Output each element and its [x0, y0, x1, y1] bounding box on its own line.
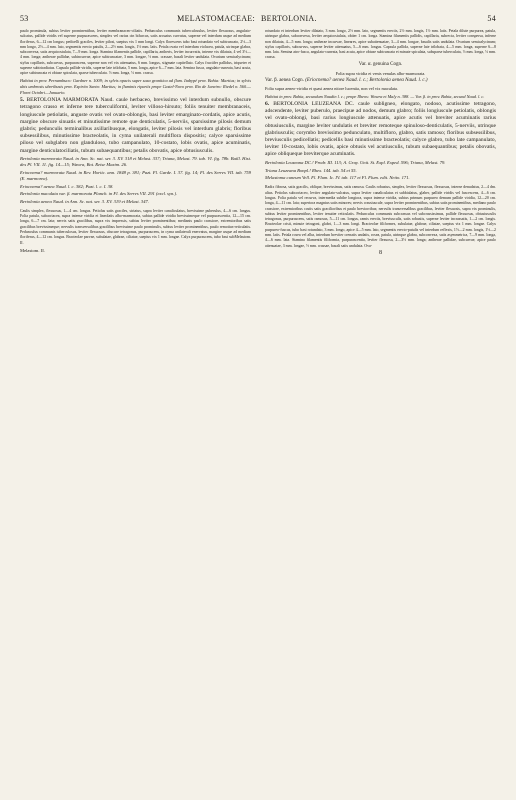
left-habitat: Habitat in prov. Pernambuco: Gardner n. 1009; in sylvis opacis super saxa granitica ad flum. Itabypé prov. Bahia: Martius; in sylvis ubis umbrosis uberibusis prov. Espirito Santo: Martius; in fluminis ripariis prope Castel-Novo prov. Rio de Janeiro: Riedel n. 560.— Floret Octobri—Januario.: [20, 78, 251, 95]
right-intro-text: rotundato et interdum leviter dilatato, 3 mm. longo, 2½ mm. lato, segmentis erectis, 2½ mm. longis, 1½ mm. latis. Petala dilute purpurea, patula, utrinque glabra, subconvexa, leviter aequicostulata, obiter 1 cm. longa. Stamina filamentis pallidis, capillaria, subrecta, leviter conspersa, inferne non dilatata, 4—5 mm. longa; antherae incurvae, lineares, apice subattenuatae, 3—4 mm. longae, basalis satis undulata. Ovarium semicalycinum; stylus capillaris, subcurvus, superne leviter attenuatus, 5—6 mm. longus. Capsula pallida, superne late trilobata, 4—5 mm. longa, superne 6—8 mm. lata. Semina atro-fusca, angulato-cuneata, basi acuta, apice obtuse subtruncata et minute spiculata, subsparse tuberculata, ⅓ mm. longa, ⅓ mm. crassa.: [265, 29, 496, 60]
species-heading: [265, 101, 496, 159]
species-number: 5.: [20, 97, 25, 104]
signature-mark: 8: [379, 249, 382, 256]
variety-beta-label: Var. β. aenea: [265, 77, 291, 83]
species-description: caule subligneo, elongato, nodoso, acutissime tetragono, adscendente, leviter puberulo, praecipue ad nodos, demum glabro; foliis longiuscule petiolatis, oblongis vel ovato-oblongi, basi rarius longiuscule attenuatis, apice acutis vel breviter acuminatis rarius obtusiusculis, margine leviter undulatis et breviter remoteque spinuloso-denticulatis, 5-nerviis, utrinque glabriusculis; corymbo brevissimo pedunculato, multifloro, glabro, satis ramoso; floribus subsessilibus, breviusculis pedicellatis; pedicellis basi minutissime bracteolatis; calyce glabro, tubo late campanulato, leviter 10-costato, lobis ovatis, apice obtusis vel acutiusculis, tubum subaequantibus; petalis obovatis, apice obliqueque breviterque acuminatis.: [265, 100, 496, 158]
footer-signature: Melastom. II.: [20, 247, 45, 253]
species-heading: [20, 97, 251, 155]
variety-alpha-label: Var. α. genuina: [358, 62, 389, 68]
right-page-number: 54: [487, 14, 496, 23]
variety-beta-description: Folia supra aeneo-viridia et quasi aenea nitore lucentia, non vel vix maculata.: [265, 86, 399, 92]
running-title-right: BERTOLONIA.: [261, 14, 317, 23]
citation: Bertolonia Leuzeana DC.! Prodr. III. 113; A. Gray. Unit. St. Expl. Exped. 596; Triana, Melast. 79.: [265, 160, 446, 166]
species-author: DC.: [344, 100, 354, 107]
citation: Bertolonia marmorata Naud. in Ann. Sc. nat. ser. 3. XV. 318 et Melast. 337; Triana, Melast. 79. tab. VI. fig. 78b. Baill. Hist. des Pl. VII. 11. fig. 14—15; Wawra, Bot. Reise Maxim. 26.: [20, 156, 251, 168]
left-column: [20, 29, 251, 256]
left-detailed-description: Caulis simplex, flexuosus, 1—4 cm. longus. Petiolus satis graciles, striatus, supra leviter canaliculatus, brevissime puberulus, 4—6 cm. longus. Folia patula, subcoriacea, supra intense viridia et lineolatis albo-marmorata, subtus pallide viridia brevissimeque vel purpurascentia, 12—15 cm. longa, 6—7 cm. lata; nervis satis gracilibus, supra vix impressis, subtus leviter prominentibus; medianis paulo crassiore, extremioribus satis gracilibus brevissimeque; nervulis transversalibus gracilibus brevissime paulo prominulis, subtus leviter prominentibus, paulo remotius-reticulatis. Pedunculus communis tuberculosus, leviter flexuosus, obscure tetragonus, purpurascens, in cyma unilaterali enervatus, margine usque ad medium floriferus, 4—12 cm. longus. Bracteolae parvae, subulatae, glabrae, ciliatae, saepius vix 1 mm. longae. Calyx purpurascens, tubo basi subMelastom. II.: [20, 208, 251, 245]
left-page-number: 53: [20, 14, 29, 23]
species-name: BERTOLONIA LEUZEANA: [273, 100, 341, 107]
variety-alpha-text: Folia supra viridia et venis venulas albo-marmorata.: [335, 70, 426, 76]
species-name: BERTOLONIA MARMORATA: [26, 97, 99, 104]
page-header: [20, 14, 496, 23]
variety-alpha-heading: [265, 62, 496, 69]
citation: Eriocnema? aenea Naud. l. c. 382; Pazt. l. c. I. 38.: [20, 183, 114, 189]
species-author: Naud.: [100, 97, 114, 104]
citation: Eriocnema? marmorata Naud. in Rev. Hortic. ann. 1848 p. 381; Pazt. Fl. Garde. I. 37. fig. 14; Fl. des Serres VII. tab. 759 (E. marmorea).: [20, 170, 251, 182]
species-description: caule herbaceo, brevissimo vel interdum subnullo, obscure tetragono crasso et inferne tere tuberculiformi, leviter villoso-hirsuto; foliis tenuiter membranaceis, longiuscule petiolatis, anguste ovatis vel ovato-oblongis, basi leviter emarginato-cordatis, apice acutis, margine obscure sinuatis et minutissime remote que denticulatis, 5-nerviis, sparsissime pilosis demum glabris; pedunculis terminalibus axillaribusque, elongatis, leviter pilosis vel interdum glabris; floribus subsessilibus, minutissime bracteolatis, in cyma unilaterali multiflora dispositis; calyce sparsissime piloso vel subglabro non glanduloso, tubo campanulato, 10-costato, lobis ovatis, apice acuminatis, margine denticulatociliatis, tubum subaequantibus; petalis obovatis, apice obtusiusculis.: [20, 97, 252, 154]
right-column: [265, 29, 496, 256]
citation-list: [20, 156, 251, 204]
citation: Triana Leuzeana Bonpl.! Rhex. 144. tab. 54 et 55.: [265, 167, 357, 173]
left-intro-text: paulo prominula, subtus leviter prominentibus, leviter membranaceo-ciliatis. Pedunculus communis tuberculosulus, leviter flexuosus, angulato-sulcatus, pallide viridis vel superne purpurascens, simplex vel rarius cin bifurcus, satis arcuatus curvatus, superne vel interdum usque ad medium floriferus, 6—12 cm longus; pedicelli graciles, leviter pilosi, saepius vix 1 mm longi. Calyx florescens tubo basi rotundato vel subtruncato, 2½—3 mm longo, 2½—4 mm. lato, segmentis erecto patulis, 2—2½ mm. longis, 1½ mm. latis. Petala ovata vel interdum violacea, patula, utrinque glabra, subconvexa, satis aequicostulata, 7—9 mm. longa. Stamina filamentis pallide, capillaria, antheris, leviter incurvatis, interne vix dilatata, 4 vel 3½—4 mm. longa; antherae pallidae, subincurvae, apice subtruncatae, 3 mm. longae, ½ mm. crassae, basali leviter undulata. Ovarium semicalycinum; stylus capillaris, subcurvus, purpurascens, superne non vel vix attenuatus, 6 mm. longus, stigmate capitellato. Calyx fructifer pallidus, triqueter et superne subtriradiatus. Capsula pallide viridis, superne late trilobata, 5 mm. longa, apice 6—7 mm. lata. Semina fusca, angulato-cuneata, basi acuta, apice subtruncata et obtuse spiculata, sparse tuberculata. ⅓ mm. longa, ⅓ mm. crassa.: [20, 29, 251, 76]
variety-beta-heading: [265, 78, 496, 85]
citation: Melastoma cuneum Vell. Fl. Flum. Ic. IV. tab. 117 et Fl. Flum. edit. Netto. 171.: [265, 175, 410, 181]
citation: Bertolonia maculata var. β. marmorata Planch. in Fl. des Serres VII. 291 (excl. syn.).: [20, 191, 178, 197]
right-habitat: Habitat in prov. Bahia, secundum Naudin l. c.; prope Ilheos: Wawra et Maly n. 388. — Var. β. in prov. Bahia, secund Naud. l. c.: [265, 93, 485, 99]
variety-alpha-author: Cogn.: [390, 62, 403, 68]
running-title-left: MELASTOMACEAE:: [177, 14, 255, 23]
right-detailed-description: Radix fibrosa, satis gracilis, oblique, brevissimus, satis ramosa. Caulis robustus, simplex, leviter flexuosus, flexuosus, interne denudatus, 2—4 dm. altus. Petiolus subcoriaceo, leviter angulato-sulcatus, supra leviter canaliculatus et subbialatus, glaber, pallide viridis vel fuscescens, 4—6 cm. longus. Folia patula vel recurva, intermedia subthe longiora, supra intense viridia, subtus primum purpureo demum pallide viridia, 12—20 cm. longa, 4—11 cm. lata; superiora magnius satis minores; nervis crassiuscule, supra leviter prominentibus, subtus satis prominentibus, mediano paulo crassiore, extremioribus costis satis gracilioribus et paulo breviorribus; nervulis transversalibus gracilibus, leviter flexuosis, supra vix prominulis, subtus leviter prominentibus, leviter tenuiter reticulatis. Pedunculus communis subcrassus vel subcrassissimus, pallide flexuosus, obtusiusculis tetragonus, purpurascens, satis ramosus, 5—11 cm. longus, ramis erectis, breviusculis, satis robustis, superne leviter incrassatis, 1—2 cm. longis. Bracteolae cristi, minute tetragoni, glabri, 1—3 mm. longi. Bracteolae filiformes, subulatae, glabrae, ciliatae, saepius vix 1 mm. longae. Calyx purpureo-fuscus, tubo basi rotundato, 3 mm. longo, apice 4—5 mm. lato, segmentis erecto-patulis vel interdum reflexis, 1½—2 mm. longis, 1½—2 mm. latis. Petala rosea vel alba, interdum breviter crenatis undatis, rosea, patula, utrinque glabra, subconvexa, satis asymmetrica, 7—9 mm. longa, 4—6 mm. lata. Stamina filamentis filiformia, purpurascentia, leviter flexuosa, 2—3½ mm. longa; antherae pallidae, subcurvae, apice paulo attenuatae, 3 mm. longae, ½ mm. crassae, basali satis undulata. Ova-: [265, 185, 496, 248]
variety-beta-author: Cogn.: [291, 77, 304, 83]
citation: Bertolonia aenea Naud. in Ann. Sc. nat. ser. 3. XV. 319 et Melast. 347.: [20, 198, 149, 204]
variety-beta-synonyms: (Eriocnema? aenea Naud. l. c.; Bertolonia aenea Naud. l. c.): [305, 77, 428, 83]
citation-list: [265, 160, 496, 181]
species-number: 6.: [265, 100, 270, 107]
two-column-body: [20, 29, 496, 256]
